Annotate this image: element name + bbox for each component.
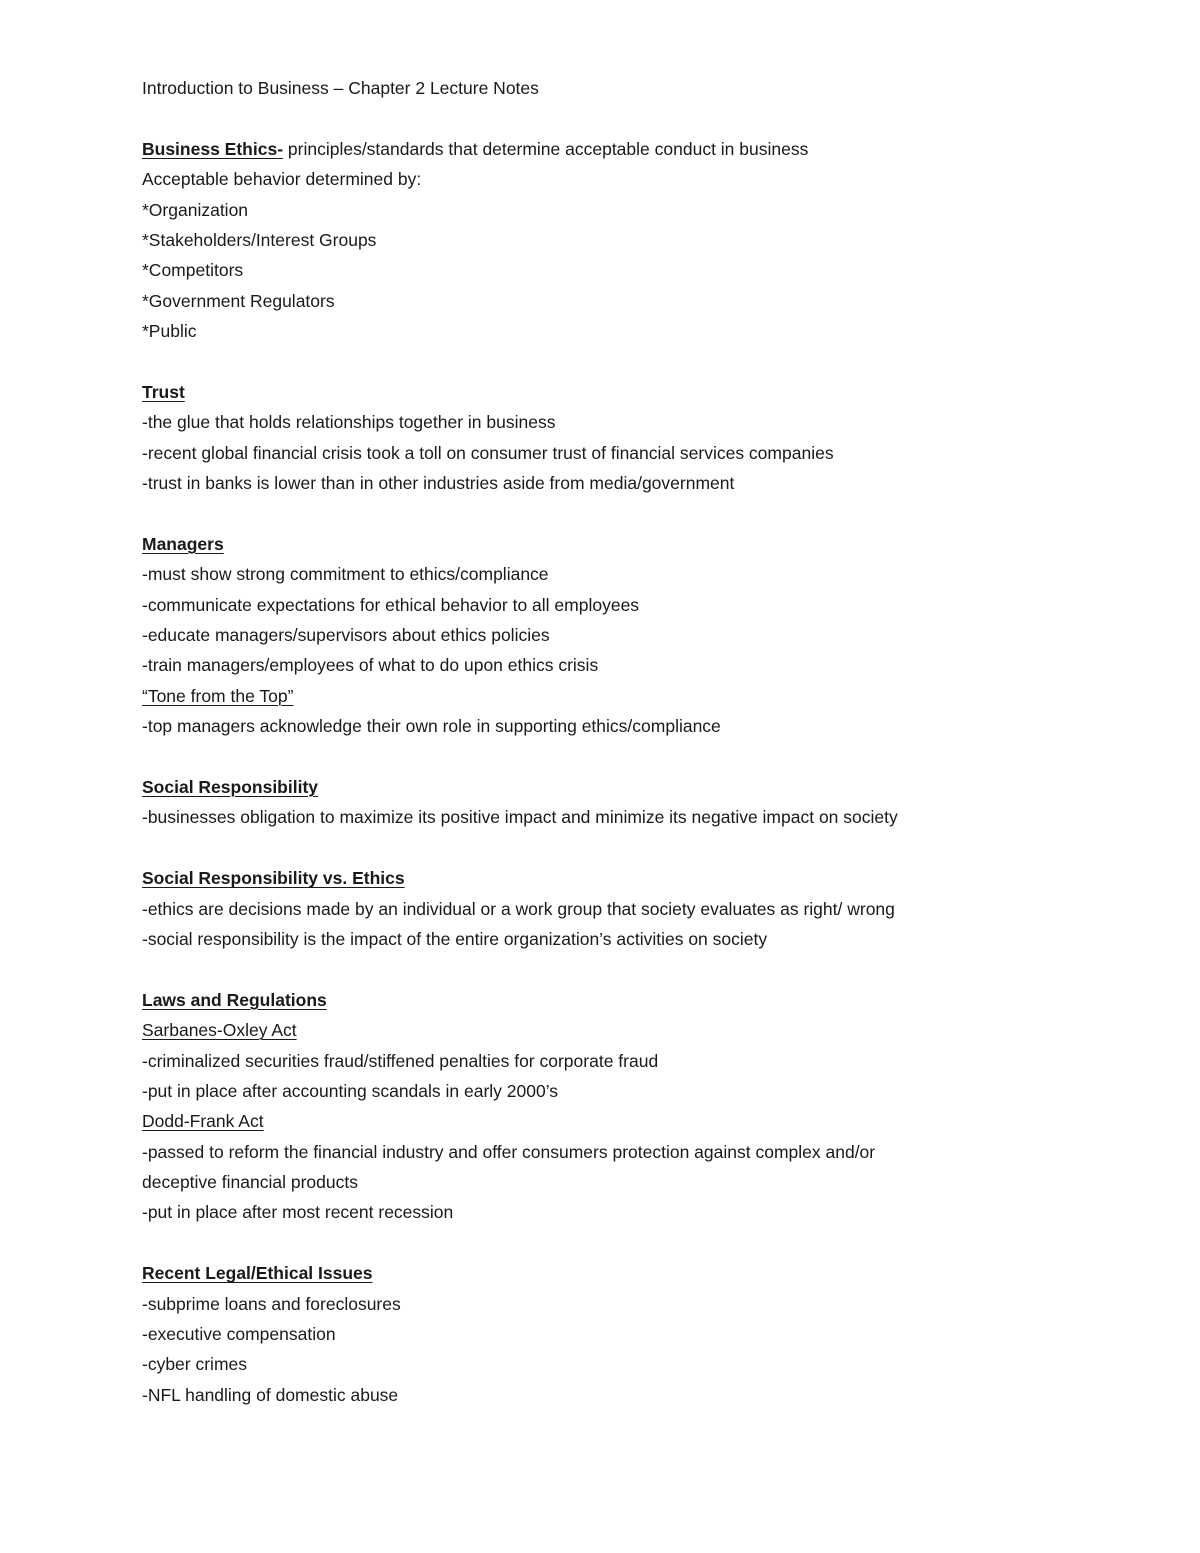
list-item: -top managers acknowledge their own role in supporting ethics/compliance — [142, 716, 721, 737]
list-item: -put in place after accounting scandals in early 2000’s — [142, 1080, 559, 1101]
dodd-frank-subheading: Dodd-Frank Act — [142, 1111, 264, 1132]
list-item: -educate managers/supervisors about ethics policies — [142, 625, 550, 646]
managers-section — [142, 529, 1062, 559]
recent-issues-section — [142, 1258, 1062, 1288]
sarbanes-oxley-subheading: Sarbanes-Oxley Act — [142, 1020, 297, 1041]
list-item: *Stakeholders/Interest Groups — [142, 229, 377, 250]
sr-vs-ethics-section — [142, 863, 1062, 893]
list-item: *Competitors — [142, 260, 244, 281]
trust-section — [142, 377, 1062, 407]
list-item: -recent global financial crisis took a toll on consumer trust of financial services companies — [142, 442, 834, 463]
list-item: -train managers/employees of what to do upon ethics crisis — [142, 655, 599, 676]
laws-heading: Laws and Regulations — [142, 989, 327, 1010]
list-item: -social responsibility is the impact of the entire organization’s activities on society — [142, 928, 768, 949]
spacer — [142, 347, 1062, 377]
lecture-notes — [142, 73, 1062, 1410]
list-item: -cyber crimes — [142, 1354, 248, 1375]
laws-section — [142, 985, 1062, 1015]
managers-heading: Managers — [142, 533, 224, 554]
recent-issues-heading: Recent Legal/Ethical Issues — [142, 1263, 373, 1284]
business-ethics-heading: Business Ethics- — [142, 138, 284, 159]
list-item: -passed to reform the financial industry and offer consumers protection against complex and/or — [142, 1141, 876, 1162]
list-item: *Public — [142, 321, 197, 342]
business-ethics-intro: Acceptable behavior determined by: — [142, 169, 422, 190]
list-item: -the glue that holds relationships together in business — [142, 412, 556, 433]
spacer — [142, 1228, 1062, 1258]
sarbanes-oxley-line — [142, 1015, 1062, 1045]
tone-from-top-subheading: “Tone from the Top” — [142, 685, 294, 706]
business-ethics-definition-text: principles/standards that determine acceptable conduct in business — [283, 138, 809, 159]
spacer — [142, 103, 1062, 133]
spacer — [142, 742, 1062, 772]
list-item: -NFL handling of domestic abuse — [142, 1384, 399, 1405]
list-item: -businesses obligation to maximize its positive impact and minimize its negative impact on society — [142, 807, 898, 828]
list-item: -criminalized securities fraud/stiffened penalties for corporate fraud — [142, 1050, 659, 1071]
trust-heading: Trust — [142, 381, 185, 402]
business-ethics-definition — [142, 134, 1062, 164]
list-item: -put in place after most recent recession — [142, 1202, 454, 1223]
document-title: Introduction to Business – Chapter 2 Lecture Notes — [142, 78, 539, 98]
sr-vs-ethics-heading: Social Responsibility vs. Ethics — [142, 868, 405, 889]
social-responsibility-section — [142, 772, 1062, 802]
social-responsibility-heading: Social Responsibility — [142, 776, 319, 797]
list-item: -must show strong commitment to ethics/compliance — [142, 564, 549, 585]
list-item: -executive compensation — [142, 1324, 336, 1345]
list-item: deceptive financial products — [142, 1172, 358, 1193]
spacer — [142, 833, 1062, 863]
spacer — [142, 498, 1062, 528]
list-item: -communicate expectations for ethical behavior to all employees — [142, 594, 640, 615]
list-item: *Government Regulators — [142, 290, 335, 311]
list-item: *Organization — [142, 199, 249, 220]
list-item: -subprime loans and foreclosures — [142, 1293, 401, 1314]
list-item: -trust in banks is lower than in other industries aside from media/government — [142, 473, 735, 494]
tone-from-top-line — [142, 681, 1062, 711]
list-item: -ethics are decisions made by an individual or a work group that society evaluates as right/ wrong — [142, 898, 895, 919]
dodd-frank-line — [142, 1106, 1062, 1136]
spacer — [142, 954, 1062, 984]
